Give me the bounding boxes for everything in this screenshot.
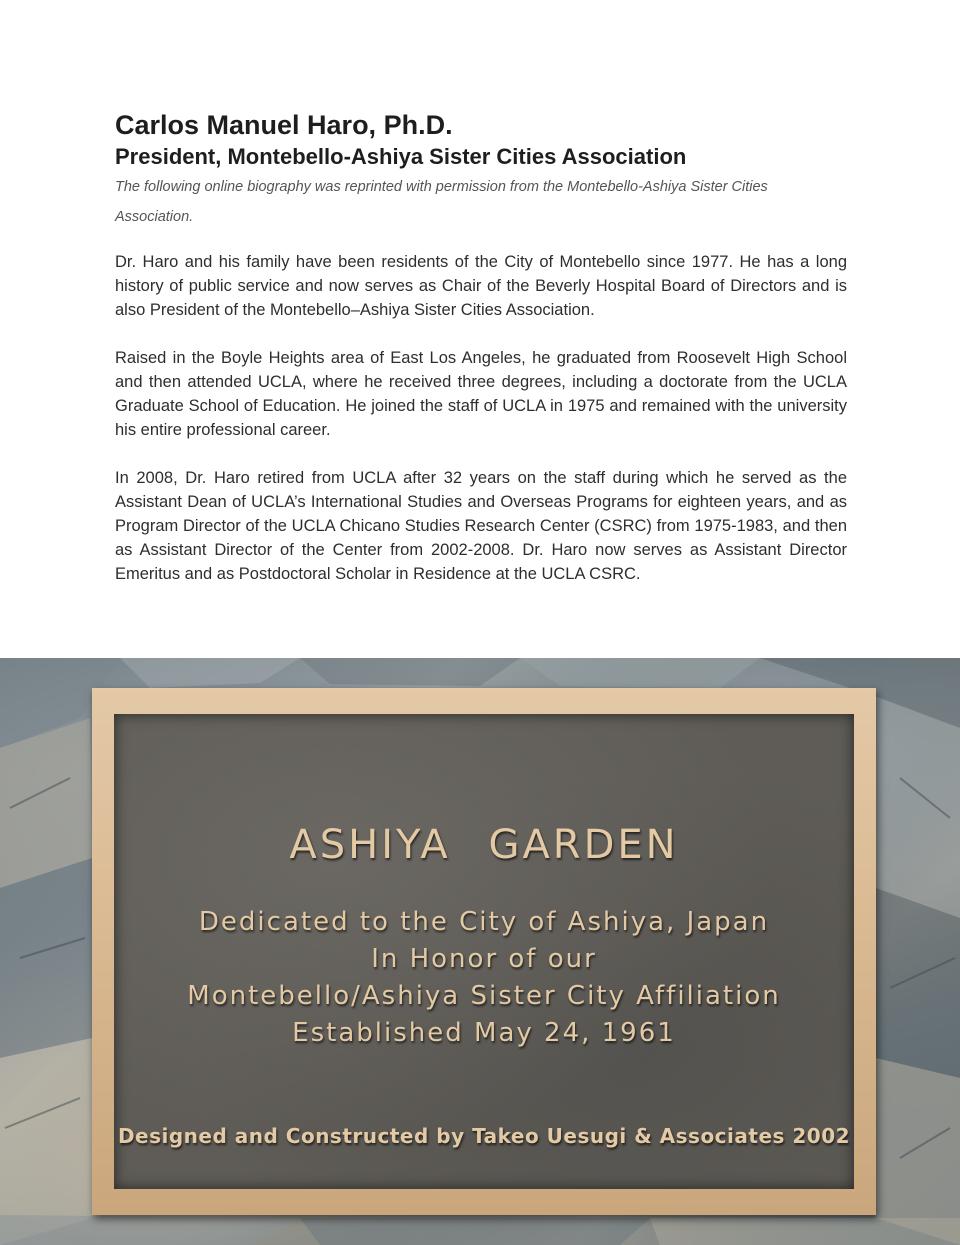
plaque-photo — [0, 658, 960, 1245]
plaque-line-dedication: Dedicated to the City of Ashiya, Japan — [198, 907, 770, 937]
plaque-title: ASHIYA GARDEN — [289, 822, 679, 868]
plaque-line-established: Established May 24, 1961 — [292, 1018, 676, 1048]
bio-paragraph-3: In 2008, Dr. Haro retired from UCLA after 32 years on the staff during which he served as the Assistant Dean of UCLA’s International Studies and Overseas Programs for eighteen years, and as Program Director of the UCLA Chicano Studies Research Center (CSRC) from 1975-1983, and then as Assistant Director of the Center from 2002-2008. Dr. Haro now serves as Assistant Director Emeritus and as Postdoctoral Scholar in Residence at the UCLA CSRC. — [115, 469, 847, 583]
bio-paragraph-2: Raised in the Boyle Heights area of East Los Angeles, he graduated from Roosevelt High School and then attended UCLA, where he received three degrees, including a doctorate from the UCLA Graduate School of Education. He joined the staff of UCLA in 1975 and remained with the university his entire professional career. — [115, 349, 847, 439]
person-name: Carlos Manuel Haro, Ph.D. — [115, 110, 453, 140]
bio-paragraph-1: Dr. Haro and his family have been residents of the City of Montebello since 1977. He has a long history of public service and now serves as Chair of the Beverly Hospital Board of Directors and is also President of the Montebello–Ashiya Sister Cities Association. — [115, 253, 847, 319]
plaque-line-honor: In Honor of our — [371, 944, 597, 974]
plaque-frame — [92, 688, 876, 1215]
plaque-credit: Designed and Constructed by Takeo Uesugi & Associates 2002 — [117, 1124, 851, 1148]
person-title: President, Montebello-Ashiya Sister Cities Association — [115, 144, 687, 169]
reprint-note: The following online biography was reprinted with permission from the Montebello-Ashiya Sister Cities Association. — [115, 179, 768, 225]
plaque-line-affiliation: Montebello/Ashiya Sister City Affiliation — [187, 981, 781, 1011]
plaque-face — [114, 714, 854, 1189]
biography-section — [115, 108, 847, 610]
